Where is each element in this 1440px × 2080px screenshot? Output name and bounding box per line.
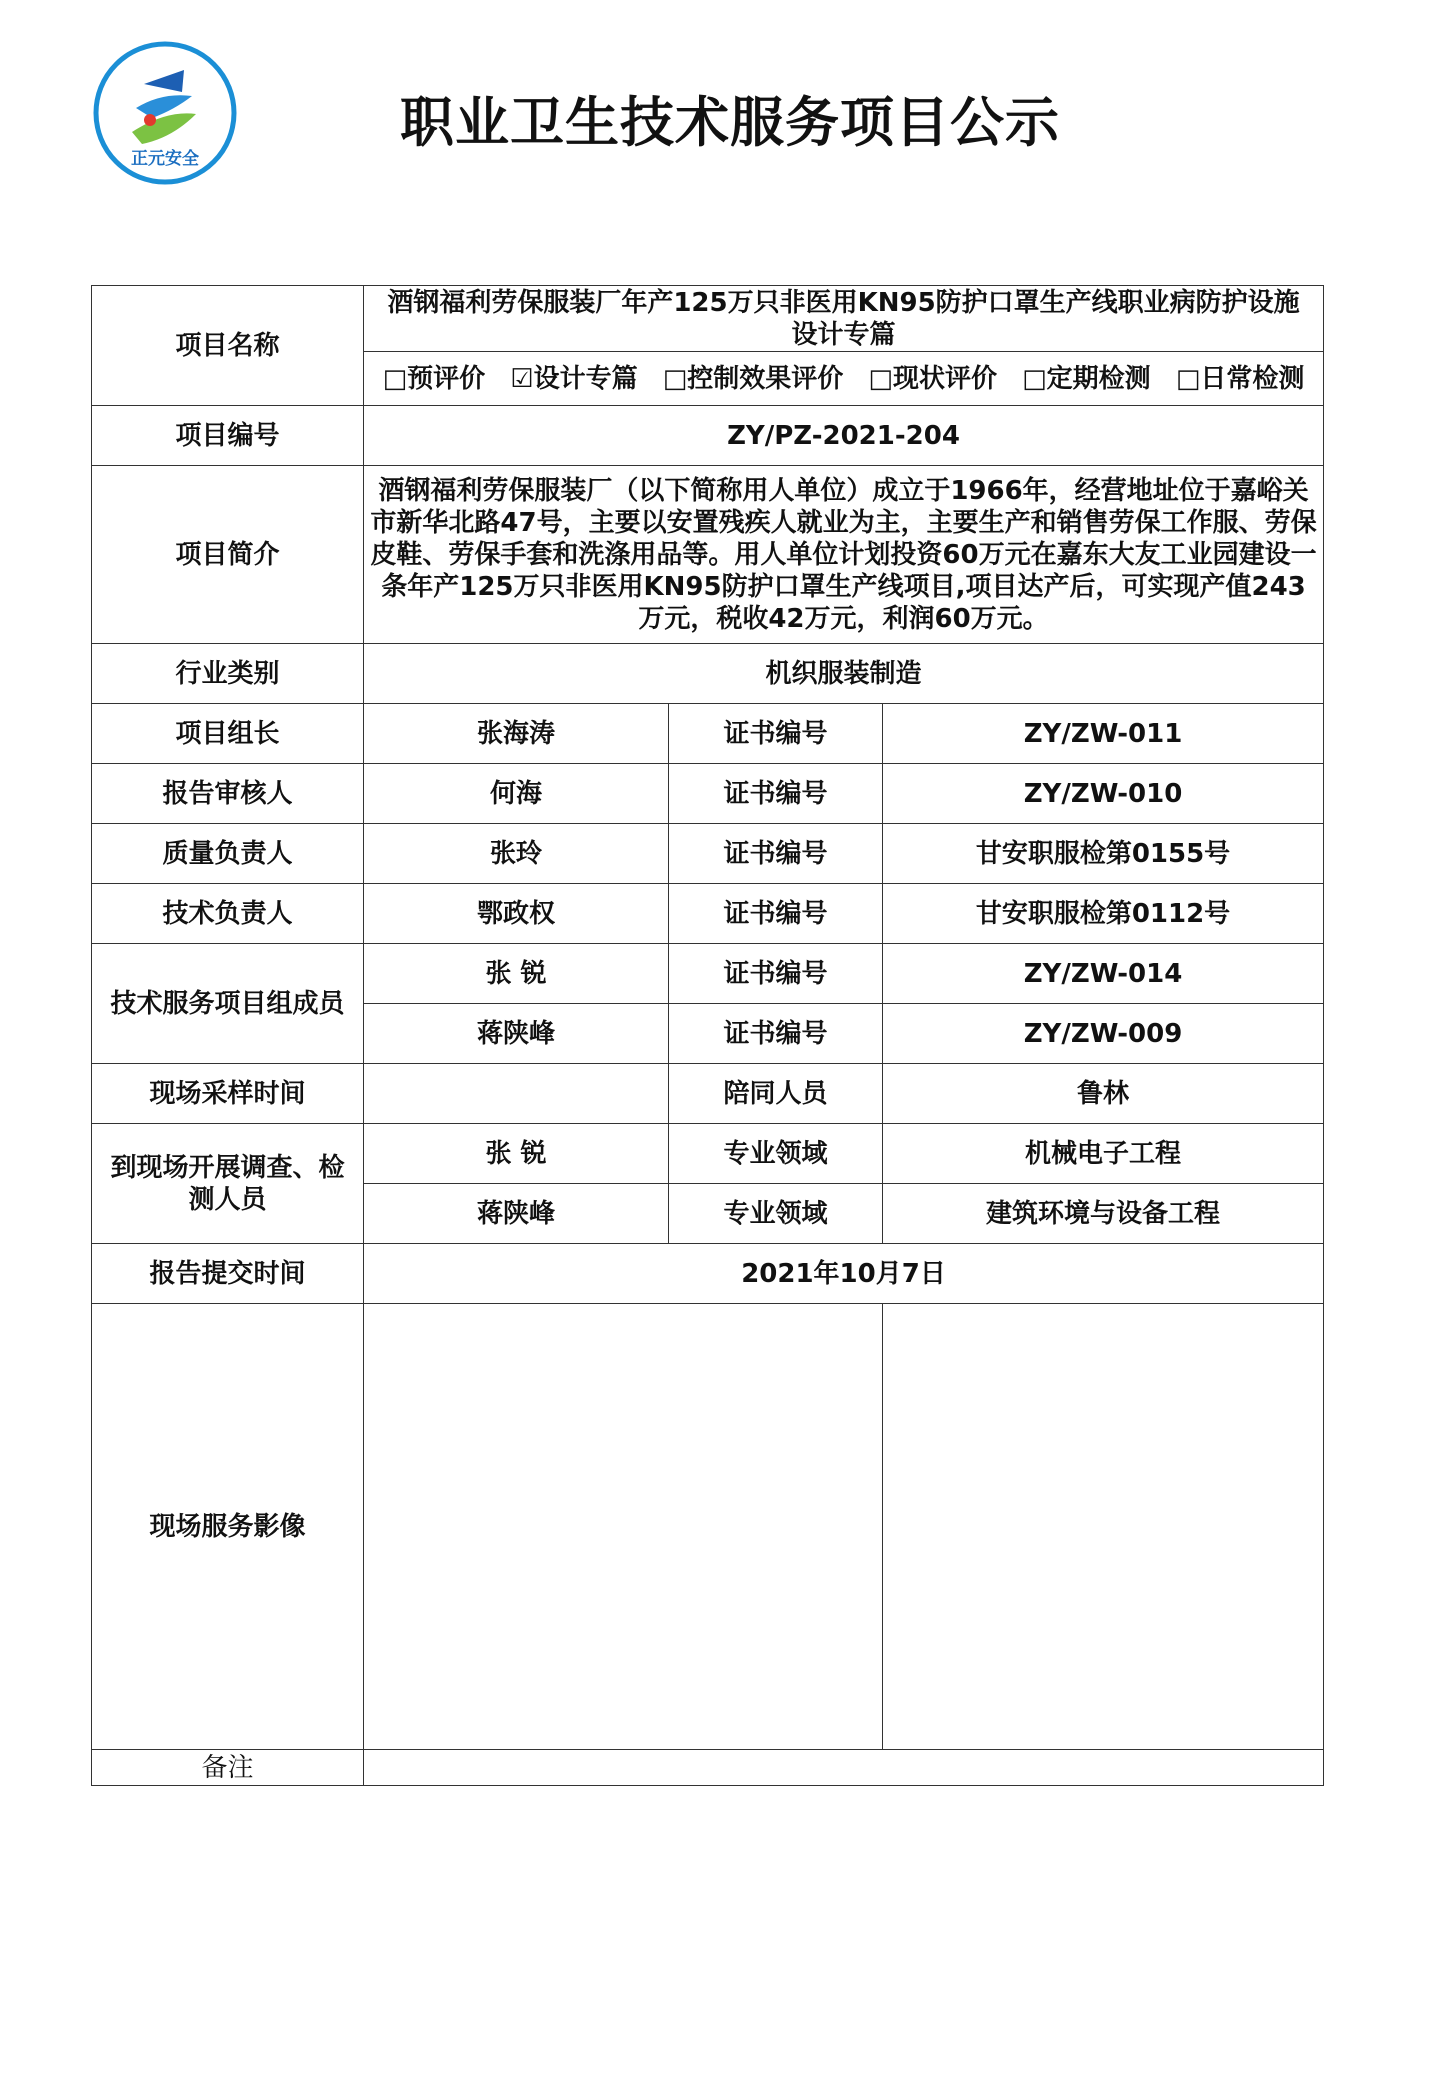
site-images-label: 现场服务影像 xyxy=(92,1304,364,1750)
surveyor-field: 机械电子工程 xyxy=(883,1124,1324,1184)
cert-label: 证书编号 xyxy=(669,764,883,824)
member-name: 蒋陕峰 xyxy=(364,1004,669,1064)
type-daily-inspection: □日常检测 xyxy=(1175,363,1305,394)
type-periodic-inspection: □定期检测 xyxy=(1022,363,1151,394)
leader-label: 项目组长 xyxy=(92,704,364,764)
document-title: 职业卫生技术服务项目公示 xyxy=(400,91,1060,154)
reviewer-label: 报告审核人 xyxy=(92,764,364,824)
project-intro-label: 项目简介 xyxy=(92,466,364,644)
member-name: 张 锐 xyxy=(364,944,669,1004)
cert-label: 证书编号 xyxy=(669,1004,883,1064)
project-name: 酒钢福利劳保服装厂年产125万只非医用KN95防护口罩生产线职业病防护设施设计专篇 xyxy=(364,286,1324,352)
field-label: 专业领域 xyxy=(669,1124,883,1184)
submit-date: 2021年10月7日 xyxy=(364,1244,1324,1304)
type-control-effect: □控制效果评价 xyxy=(662,363,844,394)
leader-name: 张海涛 xyxy=(364,704,669,764)
tech-cert: 甘安职服检第0112号 xyxy=(883,884,1324,944)
project-intro: 酒钢福利劳保服装厂（以下简称用人单位）成立于1966年，经营地址位于嘉峪关市新华北路47号，主要以安置残疾人就业为主，主要生产和销售劳保工作服、劳保皮鞋、劳保手套和洗涤用品等。用人单位计划投资60万元在嘉东大友工业园建设一条年产125万只非医用KN95防护口罩生产线项目,项目达产后，可实现产值243万元，税收42万元，利润60万元。 xyxy=(364,466,1324,644)
surveyor-field: 建筑环境与设备工程 xyxy=(883,1184,1324,1244)
submit-time-label: 报告提交时间 xyxy=(92,1244,364,1304)
escort-label: 陪同人员 xyxy=(669,1064,883,1124)
reviewer-name: 何海 xyxy=(364,764,669,824)
surveyor-name: 张 锐 xyxy=(364,1124,669,1184)
remark-label: 备注 xyxy=(92,1750,364,1786)
project-number-label: 项目编号 xyxy=(92,406,364,466)
cert-label: 证书编号 xyxy=(669,944,883,1004)
cert-label: 证书编号 xyxy=(669,884,883,944)
site-image-right xyxy=(883,1304,1324,1750)
tech-name: 鄂政权 xyxy=(364,884,669,944)
industry-value: 机织服装制造 xyxy=(364,644,1324,704)
type-design-special: ☑设计专篇 xyxy=(510,363,638,394)
reviewer-cert: ZY/ZW-010 xyxy=(883,764,1324,824)
type-pre-evaluation: □预评价 xyxy=(382,363,486,394)
sampling-time-label: 现场采样时间 xyxy=(92,1064,364,1124)
sampling-time xyxy=(364,1064,669,1124)
escort-name: 鲁林 xyxy=(883,1064,1324,1124)
company-logo xyxy=(92,40,238,186)
field-label: 专业领域 xyxy=(669,1184,883,1244)
members-label: 技术服务项目组成员 xyxy=(92,944,364,1064)
surveyors-label: 到现场开展调查、检测人员 xyxy=(92,1124,364,1244)
site-image-left xyxy=(364,1304,883,1750)
industry-label: 行业类别 xyxy=(92,644,364,704)
info-table xyxy=(91,285,1324,1786)
surveyor-name: 蒋陕峰 xyxy=(364,1184,669,1244)
member-cert: ZY/ZW-014 xyxy=(883,944,1324,1004)
project-type-options xyxy=(364,352,1324,406)
type-status-evaluation: □现状评价 xyxy=(868,363,997,394)
project-number: ZY/PZ-2021-204 xyxy=(364,406,1324,466)
quality-name: 张玲 xyxy=(364,824,669,884)
quality-cert: 甘安职服检第0155号 xyxy=(883,824,1324,884)
cert-label: 证书编号 xyxy=(669,704,883,764)
cert-label: 证书编号 xyxy=(669,824,883,884)
member-cert: ZY/ZW-009 xyxy=(883,1004,1324,1064)
quality-label: 质量负责人 xyxy=(92,824,364,884)
leader-cert: ZY/ZW-011 xyxy=(883,704,1324,764)
logo-text: 正元安全 xyxy=(131,149,199,169)
project-name-label: 项目名称 xyxy=(92,286,364,406)
tech-label: 技术负责人 xyxy=(92,884,364,944)
remark-value xyxy=(364,1750,1324,1786)
